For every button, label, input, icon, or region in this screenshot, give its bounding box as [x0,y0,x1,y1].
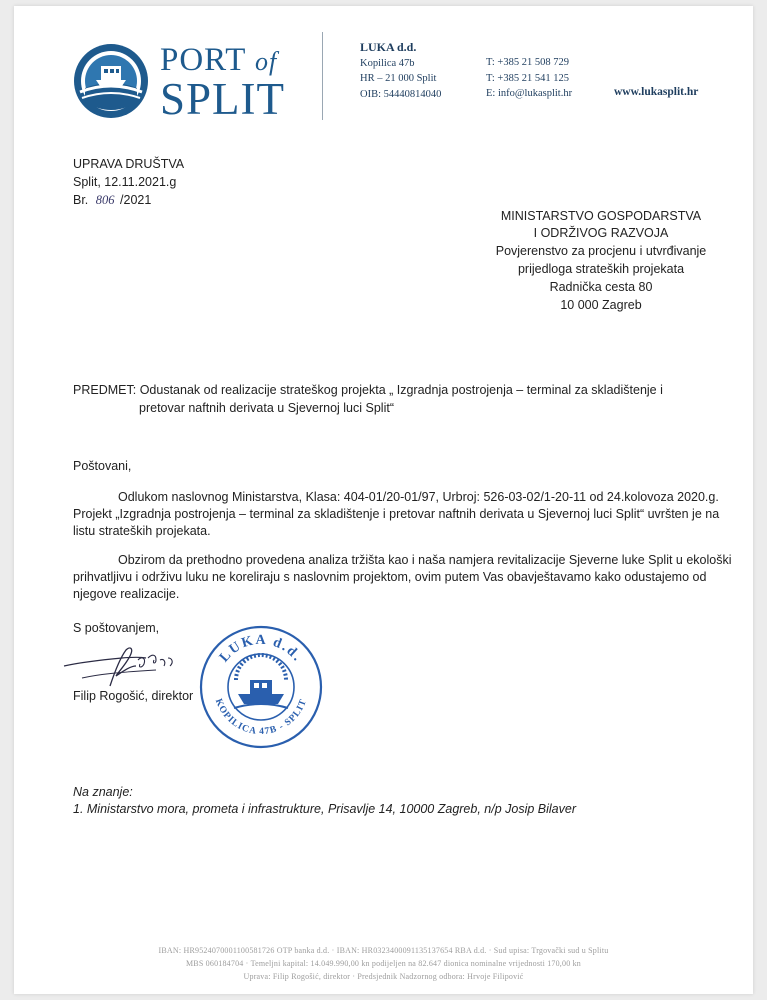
company-phone: T: +385 21 508 729 [486,57,569,68]
paragraph-2-line-1: Obzirom da prethodno provedena analiza tržišta kao i naša namjera revitalizacije Sjeverne luke Split u ekološki [118,553,732,567]
reference-suffix: /2021 [120,193,152,207]
paragraph-1-line-1: Odlukom naslovnog Ministarstva, Klasa: 404-01/20-01/97, Urbroj: 526-03-02/1-20-11 od 24.kolovoza 2020.g. [118,490,719,504]
reference-prefix: Br. [73,193,89,207]
company-seal-icon [198,624,324,750]
company-street: Kopilica 47b [360,57,415,69]
company-address-block [360,40,441,102]
company-contact-block [486,55,572,102]
paragraph-2-line-3: njegove realizacije. [73,587,180,601]
paragraph-1-line-2: Projekt „Izgradnja postrojenja – terminal za skladištenje i pretovar naftnih derivata u Sjevernoj luci Split“ uvršten je na [73,507,720,521]
letter-page [14,6,753,994]
sender-date: Split, 12.11.2021.g [73,175,177,189]
sender-department: UPRAVA DRUŠTVA [73,157,185,171]
reference-handwritten-number: 806 [95,193,115,207]
subject-label: PREDMET: [73,383,137,397]
subject-text-2: pretovar naftnih derivata u Sjevernoj luci Split“ [139,401,394,415]
company-email: E: info@lukasplit.hr [486,88,573,99]
company-city: HR – 21 000 Split [360,73,437,84]
recipient-line-4: prijedloga strateških projekata [517,262,685,276]
signatory-name: Filip Rogošić, direktor [73,689,194,703]
seal-emblem [234,655,288,708]
recipient-line-1: MINISTARSTVO GOSPODARSTVA [500,209,702,223]
brand-port: PORT [160,42,246,78]
recipient-line-3: Povjerenstvo za procjenu i utvrđivanje [495,244,707,258]
brand-of: of [255,47,278,76]
greeting: Poštovani, [73,459,132,473]
company-website: www.lukasplit.hr [614,86,699,98]
port-of-split-logo-icon [72,42,150,120]
footer-capital-info: MBS 060184704 · Temeljni kapital: 14.049.990,00 kn podijeljen na 82.647 dionica nominalne vrijednosti 170,00 kn [185,959,581,968]
paragraph-1-line-3: listu strateških projekata. [73,524,211,538]
closing-regards: S poštovanjem, [73,621,160,635]
recipient-street: Radnička cesta 80 [549,280,653,294]
cc-label: Na znanje: [73,785,133,799]
brand-split: SPLIT [160,74,286,124]
recipient-line-2: I ODRŽIVOG RAZVOJA [533,226,669,240]
paragraph-2-line-2: prihvatljivu i održivu luku ne koreliraju s naslovnim projektom, ovim putem Vas obavještavamo kako odustajemo od [73,570,707,584]
reference-number [73,192,151,209]
svg-text:LUKA d.d. [217,633,306,665]
cc-item-1: 1. Ministarstvo mora, prometa i infrastrukture, Prisavlje 14, 10000 Zagreb, n/p Josip Bilaver [73,802,576,816]
footer-bank-info: IBAN: HR9524070001100581726 OTP banka d.d. · IBAN: HR0323400091135137654 RBA d.d. · Sud upisa: Trgovački sud u Splitu [158,946,609,955]
footer-management-info: Uprava: Filip Rogošić, direktor · Predsjednik Nadzornog odbora: Hrvoje Filipović [243,972,524,981]
recipient-city: 10 000 Zagreb [560,298,642,312]
company-oib: OIB: 54440814040 [360,88,442,100]
letterhead-divider [322,32,323,120]
company-fax: T: +385 21 541 125 [486,72,569,84]
company-name: LUKA d.d. [360,40,417,54]
seal-bottom-text: KOPILICA 47B - SPLIT [212,697,310,738]
seal-top-text: LUKA d.d. [216,632,306,666]
subject-text-1: Odustanak od realizacije strateškog projekta „ Izgradnja postrojenja – terminal za skladištenje i [139,383,663,397]
subject-line-1 [73,382,663,399]
